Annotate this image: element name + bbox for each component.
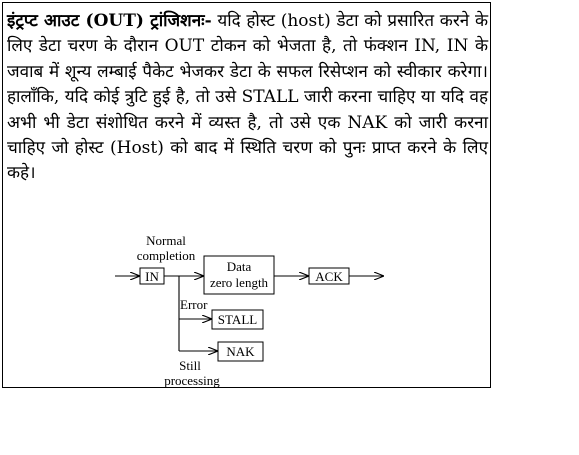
normal-label-line1: Normal bbox=[146, 233, 186, 248]
document-box bbox=[2, 2, 491, 388]
section-heading: इंट्रप्ट आउट (OUT) ट्रांजिशनः- bbox=[7, 11, 212, 31]
still-label-line1: Still bbox=[179, 358, 201, 373]
transaction-flow-diagram bbox=[3, 229, 492, 389]
error-label: Error bbox=[180, 297, 208, 312]
section-body: यदि होस्ट (host) डेटा को प्रसारित करने के लिए डेटा चरण के दौरान OUT टोकन को भेजता है, तो फंक्शन IN, IN के जवाब में शून्य लम्बाई पैकेट भेजकर डेटा के सफल रिसेप्शन को स्वीकार करेगा। हालाँकि, यदि कोई त्रुटि हुई है, तो उसे STALL जारी करना चाहिए या यदि वह अभी भी डेटा संशोधित करने में व्यस्त है, तो उसे एक NAK को जारी करना चाहिए जो होस्ट (Host) को बाद में स्थिति चरण को पुनः प्राप्त करने के लिए कहे। bbox=[7, 11, 488, 184]
stall-box-label: STALL bbox=[217, 312, 258, 327]
in-box-label: IN bbox=[145, 269, 159, 284]
nak-box-label: NAK bbox=[226, 344, 255, 359]
data-box-line1: Data bbox=[226, 259, 252, 274]
still-label-line2: processing bbox=[164, 373, 220, 388]
ack-box-label: ACK bbox=[315, 269, 343, 284]
interrupt-out-transition-paragraph bbox=[7, 9, 488, 187]
normal-label-line2: completion bbox=[136, 248, 196, 263]
flow-diagram-svg bbox=[3, 229, 492, 389]
data-box-line2: zero length bbox=[209, 275, 269, 290]
